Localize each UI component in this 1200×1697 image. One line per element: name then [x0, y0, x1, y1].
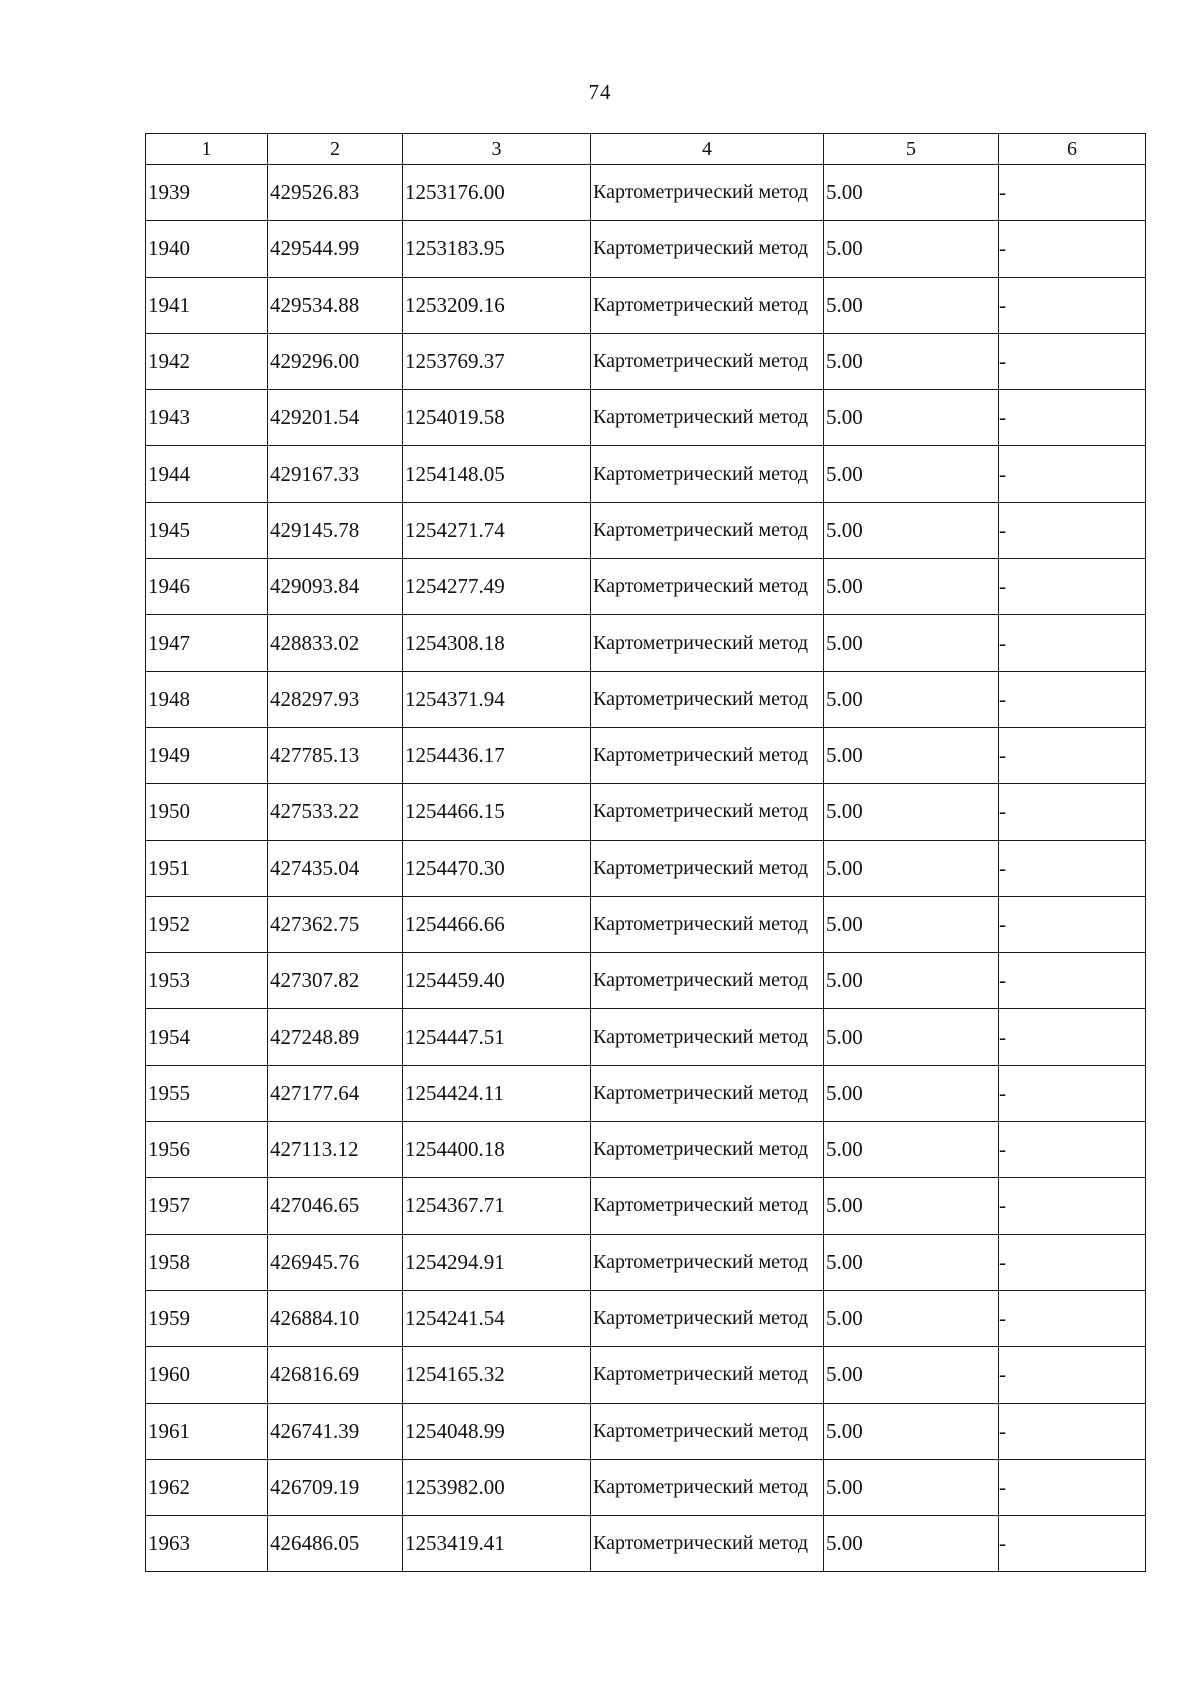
- method-cell: Картометрический метод: [591, 1122, 824, 1178]
- table-row: [146, 896, 1146, 952]
- coordinates-table: [145, 133, 1146, 1572]
- x-coordinate-cell: 427307.82: [268, 953, 403, 1009]
- note-cell: -: [999, 221, 1146, 277]
- table-row: [146, 390, 1146, 446]
- y-coordinate-cell: 1253419.41: [403, 1516, 591, 1572]
- y-coordinate-cell: 1254241.54: [403, 1290, 591, 1346]
- accuracy-cell: 5.00: [824, 953, 999, 1009]
- note-cell: -: [999, 1122, 1146, 1178]
- accuracy-cell: 5.00: [824, 559, 999, 615]
- y-coordinate-cell: 1254294.91: [403, 1234, 591, 1290]
- table-row: [146, 1178, 1146, 1234]
- table-row: [146, 1290, 1146, 1346]
- accuracy-cell: 5.00: [824, 333, 999, 389]
- note-cell: -: [999, 390, 1146, 446]
- table-row: [146, 1122, 1146, 1178]
- point-number-cell: 1946: [146, 559, 268, 615]
- table-row: [146, 277, 1146, 333]
- y-coordinate-cell: 1253982.00: [403, 1459, 591, 1515]
- method-cell: Картометрический метод: [591, 953, 824, 1009]
- accuracy-cell: 5.00: [824, 390, 999, 446]
- note-cell: -: [999, 1516, 1146, 1572]
- x-coordinate-cell: 426486.05: [268, 1516, 403, 1572]
- note-cell: -: [999, 277, 1146, 333]
- table-row: [146, 1234, 1146, 1290]
- point-number-cell: 1947: [146, 615, 268, 671]
- note-cell: -: [999, 615, 1146, 671]
- table-row: [146, 221, 1146, 277]
- x-coordinate-cell: 426816.69: [268, 1347, 403, 1403]
- point-number-cell: 1943: [146, 390, 268, 446]
- table-row: [146, 559, 1146, 615]
- table-row: [146, 1009, 1146, 1065]
- y-coordinate-cell: 1254148.05: [403, 446, 591, 502]
- point-number-cell: 1940: [146, 221, 268, 277]
- x-coordinate-cell: 428833.02: [268, 615, 403, 671]
- y-coordinate-cell: 1253209.16: [403, 277, 591, 333]
- x-coordinate-cell: 426945.76: [268, 1234, 403, 1290]
- table-row: [146, 1403, 1146, 1459]
- table-row: [146, 1459, 1146, 1515]
- method-cell: Картометрический метод: [591, 1234, 824, 1290]
- accuracy-cell: 5.00: [824, 1122, 999, 1178]
- table-row: [146, 333, 1146, 389]
- x-coordinate-cell: 429201.54: [268, 390, 403, 446]
- accuracy-cell: 5.00: [824, 1516, 999, 1572]
- y-coordinate-cell: 1254400.18: [403, 1122, 591, 1178]
- method-cell: Картометрический метод: [591, 1516, 824, 1572]
- note-cell: -: [999, 333, 1146, 389]
- point-number-cell: 1951: [146, 840, 268, 896]
- accuracy-cell: 5.00: [824, 896, 999, 952]
- y-coordinate-cell: 1254019.58: [403, 390, 591, 446]
- method-cell: Картометрический метод: [591, 727, 824, 783]
- table-row: [146, 1516, 1146, 1572]
- point-number-cell: 1959: [146, 1290, 268, 1346]
- table-row: [146, 502, 1146, 558]
- method-cell: Картометрический метод: [591, 840, 824, 896]
- x-coordinate-cell: 427177.64: [268, 1065, 403, 1121]
- point-number-cell: 1945: [146, 502, 268, 558]
- note-cell: -: [999, 896, 1146, 952]
- note-cell: -: [999, 559, 1146, 615]
- method-cell: Картометрический метод: [591, 1347, 824, 1403]
- y-coordinate-cell: 1254371.94: [403, 671, 591, 727]
- method-cell: Картометрический метод: [591, 559, 824, 615]
- note-cell: -: [999, 1459, 1146, 1515]
- note-cell: -: [999, 446, 1146, 502]
- accuracy-cell: 5.00: [824, 615, 999, 671]
- accuracy-cell: 5.00: [824, 1347, 999, 1403]
- method-cell: Картометрический метод: [591, 896, 824, 952]
- method-cell: Картометрический метод: [591, 1459, 824, 1515]
- point-number-cell: 1950: [146, 784, 268, 840]
- note-cell: -: [999, 1009, 1146, 1065]
- x-coordinate-cell: 429534.88: [268, 277, 403, 333]
- y-coordinate-cell: 1254459.40: [403, 953, 591, 1009]
- point-number-cell: 1953: [146, 953, 268, 1009]
- y-coordinate-cell: 1254308.18: [403, 615, 591, 671]
- column-header-3: 3: [403, 134, 591, 165]
- accuracy-cell: 5.00: [824, 727, 999, 783]
- y-coordinate-cell: 1254436.17: [403, 727, 591, 783]
- point-number-cell: 1956: [146, 1122, 268, 1178]
- x-coordinate-cell: 427362.75: [268, 896, 403, 952]
- x-coordinate-cell: 429526.83: [268, 165, 403, 221]
- accuracy-cell: 5.00: [824, 1009, 999, 1065]
- point-number-cell: 1957: [146, 1178, 268, 1234]
- method-cell: Картометрический метод: [591, 1178, 824, 1234]
- accuracy-cell: 5.00: [824, 1065, 999, 1121]
- point-number-cell: 1942: [146, 333, 268, 389]
- x-coordinate-cell: 426884.10: [268, 1290, 403, 1346]
- table-body: [146, 165, 1146, 1572]
- note-cell: -: [999, 1065, 1146, 1121]
- y-coordinate-cell: 1254048.99: [403, 1403, 591, 1459]
- method-cell: Картометрический метод: [591, 446, 824, 502]
- accuracy-cell: 5.00: [824, 277, 999, 333]
- accuracy-cell: 5.00: [824, 165, 999, 221]
- note-cell: -: [999, 1347, 1146, 1403]
- x-coordinate-cell: 427533.22: [268, 784, 403, 840]
- y-coordinate-cell: 1254367.71: [403, 1178, 591, 1234]
- accuracy-cell: 5.00: [824, 1459, 999, 1515]
- accuracy-cell: 5.00: [824, 840, 999, 896]
- x-coordinate-cell: 428297.93: [268, 671, 403, 727]
- table-row: [146, 784, 1146, 840]
- accuracy-cell: 5.00: [824, 446, 999, 502]
- point-number-cell: 1944: [146, 446, 268, 502]
- table-row: [146, 727, 1146, 783]
- method-cell: Картометрический метод: [591, 165, 824, 221]
- table-row: [146, 1347, 1146, 1403]
- note-cell: -: [999, 784, 1146, 840]
- method-cell: Картометрический метод: [591, 277, 824, 333]
- x-coordinate-cell: 427113.12: [268, 1122, 403, 1178]
- table-row: [146, 446, 1146, 502]
- method-cell: Картометрический метод: [591, 1290, 824, 1346]
- note-cell: -: [999, 840, 1146, 896]
- x-coordinate-cell: 427435.04: [268, 840, 403, 896]
- y-coordinate-cell: 1254466.15: [403, 784, 591, 840]
- table-row: [146, 165, 1146, 221]
- table-row: [146, 671, 1146, 727]
- method-cell: Картометрический метод: [591, 221, 824, 277]
- x-coordinate-cell: 429145.78: [268, 502, 403, 558]
- point-number-cell: 1962: [146, 1459, 268, 1515]
- x-coordinate-cell: 427248.89: [268, 1009, 403, 1065]
- table-row: [146, 1065, 1146, 1121]
- method-cell: Картометрический метод: [591, 784, 824, 840]
- point-number-cell: 1952: [146, 896, 268, 952]
- point-number-cell: 1939: [146, 165, 268, 221]
- column-header-4: 4: [591, 134, 824, 165]
- accuracy-cell: 5.00: [824, 1234, 999, 1290]
- method-cell: Картометрический метод: [591, 1065, 824, 1121]
- method-cell: Картометрический метод: [591, 333, 824, 389]
- x-coordinate-cell: 429296.00: [268, 333, 403, 389]
- point-number-cell: 1963: [146, 1516, 268, 1572]
- point-number-cell: 1949: [146, 727, 268, 783]
- x-coordinate-cell: 427046.65: [268, 1178, 403, 1234]
- method-cell: Картометрический метод: [591, 1009, 824, 1065]
- table-header-row: [146, 134, 1146, 165]
- accuracy-cell: 5.00: [824, 221, 999, 277]
- note-cell: -: [999, 1234, 1146, 1290]
- y-coordinate-cell: 1254466.66: [403, 896, 591, 952]
- point-number-cell: 1958: [146, 1234, 268, 1290]
- column-header-2: 2: [268, 134, 403, 165]
- note-cell: -: [999, 953, 1146, 1009]
- point-number-cell: 1948: [146, 671, 268, 727]
- column-header-5: 5: [824, 134, 999, 165]
- accuracy-cell: 5.00: [824, 502, 999, 558]
- x-coordinate-cell: 427785.13: [268, 727, 403, 783]
- y-coordinate-cell: 1254470.30: [403, 840, 591, 896]
- method-cell: Картометрический метод: [591, 671, 824, 727]
- y-coordinate-cell: 1254277.49: [403, 559, 591, 615]
- x-coordinate-cell: 429167.33: [268, 446, 403, 502]
- column-header-6: 6: [999, 134, 1146, 165]
- table-row: [146, 953, 1146, 1009]
- y-coordinate-cell: 1253769.37: [403, 333, 591, 389]
- y-coordinate-cell: 1253176.00: [403, 165, 591, 221]
- note-cell: -: [999, 671, 1146, 727]
- page-number: 74: [588, 80, 612, 104]
- note-cell: -: [999, 1290, 1146, 1346]
- point-number-cell: 1960: [146, 1347, 268, 1403]
- x-coordinate-cell: 426709.19: [268, 1459, 403, 1515]
- method-cell: Картометрический метод: [591, 1403, 824, 1459]
- y-coordinate-cell: 1253183.95: [403, 221, 591, 277]
- y-coordinate-cell: 1254271.74: [403, 502, 591, 558]
- method-cell: Картометрический метод: [591, 502, 824, 558]
- table-row: [146, 840, 1146, 896]
- y-coordinate-cell: 1254424.11: [403, 1065, 591, 1121]
- x-coordinate-cell: 429544.99: [268, 221, 403, 277]
- note-cell: -: [999, 1403, 1146, 1459]
- point-number-cell: 1941: [146, 277, 268, 333]
- y-coordinate-cell: 1254447.51: [403, 1009, 591, 1065]
- point-number-cell: 1954: [146, 1009, 268, 1065]
- method-cell: Картометрический метод: [591, 390, 824, 446]
- y-coordinate-cell: 1254165.32: [403, 1347, 591, 1403]
- note-cell: -: [999, 165, 1146, 221]
- point-number-cell: 1955: [146, 1065, 268, 1121]
- point-number-cell: 1961: [146, 1403, 268, 1459]
- accuracy-cell: 5.00: [824, 671, 999, 727]
- accuracy-cell: 5.00: [824, 1178, 999, 1234]
- x-coordinate-cell: 429093.84: [268, 559, 403, 615]
- note-cell: -: [999, 502, 1146, 558]
- accuracy-cell: 5.00: [824, 784, 999, 840]
- column-header-1: 1: [146, 134, 268, 165]
- method-cell: Картометрический метод: [591, 615, 824, 671]
- table-row: [146, 615, 1146, 671]
- accuracy-cell: 5.00: [824, 1290, 999, 1346]
- note-cell: -: [999, 727, 1146, 783]
- note-cell: -: [999, 1178, 1146, 1234]
- x-coordinate-cell: 426741.39: [268, 1403, 403, 1459]
- accuracy-cell: 5.00: [824, 1403, 999, 1459]
